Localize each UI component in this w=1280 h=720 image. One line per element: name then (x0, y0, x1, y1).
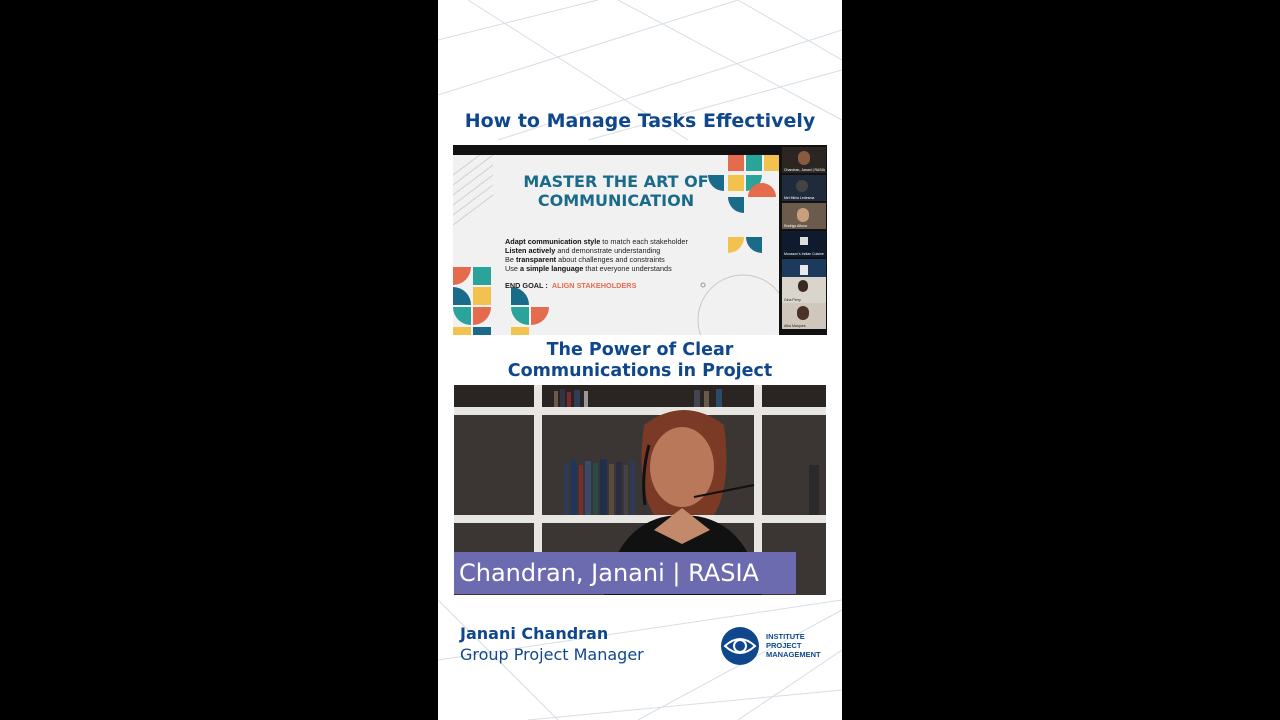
participant-name: Rodrigo Altuna (784, 224, 807, 228)
subtitle-line-2: Communications in Project (507, 361, 773, 381)
end-goal-value: ALIGN STAKEHOLDERS (551, 281, 637, 290)
page-title: How to Manage Tasks Effectively (464, 110, 816, 132)
participant-tile[interactable] (782, 303, 826, 329)
slide-heading-line-1: MASTER THE ART OF (523, 172, 709, 191)
slide-bullet: Listen actively and demonstrate understanding (505, 246, 661, 255)
participant-thumbnail-strip (779, 145, 827, 335)
subtitle-line-1: The Power of Clear (546, 340, 734, 360)
presentation-screenshare (453, 145, 827, 335)
slide-bullet-list (505, 237, 688, 273)
participant-name: Chandran, Janani | RASIA (784, 168, 825, 172)
slide-bullet: Be transparent about challenges and constraints (505, 255, 665, 264)
slide-bullet: Adapt communication style to match each stakeholder (505, 237, 688, 246)
slide-bullet: Use a simple language that everyone understands (505, 264, 672, 273)
participant-name: Alba Marques (784, 324, 806, 328)
logo-text-line-2: PROJECT (766, 641, 802, 650)
participant-tile[interactable] (782, 147, 826, 173)
institute-logo (720, 626, 830, 666)
participant-tile[interactable] (782, 175, 826, 201)
participant-tile[interactable] (782, 231, 826, 257)
logo-text-line-1: INSTITUTE (766, 632, 805, 641)
participant-tile[interactable] (782, 277, 826, 303)
slide-heading (511, 172, 721, 210)
speaker-role: Group Project Manager (460, 645, 644, 664)
participant-name: Mousson's Indian Cuisine (784, 252, 824, 256)
participant-name-tag: Chandran, Janani | RASIA (454, 552, 796, 594)
logo-text-line-3: MANAGEMENT (766, 650, 821, 659)
slide-end-goal (505, 281, 636, 290)
logo-text (766, 632, 821, 659)
eye-logo-icon (720, 626, 760, 666)
slide-heading-line-2: COMMUNICATION (537, 191, 695, 210)
end-goal-label: END GOAL : (505, 281, 548, 290)
short-video-frame (438, 0, 842, 720)
presentation-slide (453, 155, 779, 335)
participant-name: Gina Perry (784, 298, 801, 302)
participant-name: Mel Minia Ledesma (784, 196, 815, 200)
section-subtitle (438, 340, 842, 382)
speaker-video (454, 385, 826, 595)
speaker-name: Janani Chandran (460, 624, 609, 643)
participant-tile[interactable] (782, 203, 826, 229)
